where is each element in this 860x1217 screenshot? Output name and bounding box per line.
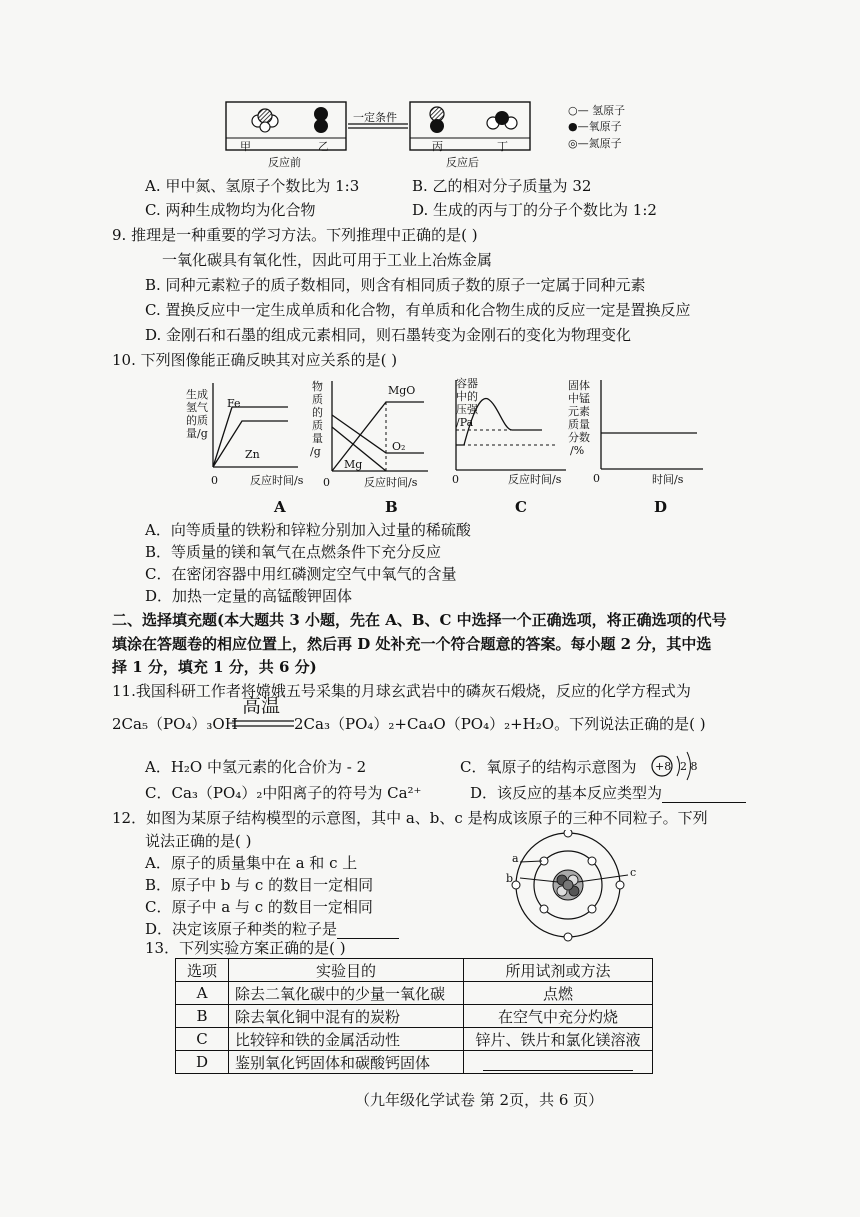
graph-a-fe-label: Fe — [227, 397, 241, 410]
section2-line1: 二、选择填充题(本大题共 3 小题，先在 A、B、C 中选择一个正确选项，将正确选项的代号 — [112, 611, 727, 629]
q8-option-c: C. 两种生成物均为化合物 — [145, 201, 316, 219]
yi-molecule-icon — [314, 107, 328, 133]
q12-stem-1: 12．如图为某原子结构模型的示意图，其中 a、b、c 是构成该原子的三种不同粒子。下列 — [112, 809, 708, 827]
header-option: 选项 — [176, 959, 229, 982]
graph-b-o2-line — [332, 415, 424, 453]
row-goal: 比较锌和铁的金属活动性 — [229, 1028, 464, 1051]
q10-option-d: D．加热一定量的高锰酸钾固体 — [145, 587, 353, 605]
graph-b-ylabel-4: 质 — [312, 419, 323, 432]
q12-answer-blank[interactable] — [337, 920, 399, 939]
table-row — [176, 1051, 653, 1074]
atom-label-b: b — [506, 872, 514, 885]
q13-stem: 13．下列实验方案正确的是( ) — [145, 939, 346, 957]
graph-b-xlabel: 反应时间/s — [364, 476, 418, 489]
graph-a-xlabel: 反应时间/s — [250, 474, 304, 487]
graph-c-ylabel-2: 中的 — [456, 390, 478, 403]
q11-lhs: 2Ca₅（PO₄）₃OH — [112, 715, 238, 733]
q10-stem: 10. 下列图像能正确反映其对应关系的是( ) — [112, 351, 398, 369]
graph-a-ylabel-1: 生成 — [186, 388, 208, 401]
row-goal: 除去氧化铜中混有的炭粉 — [229, 1005, 464, 1028]
q11-option-d — [470, 783, 746, 803]
graph-a-ylabel-3: 的质 — [186, 414, 208, 427]
oxygen-shell-label: 2 8 — [680, 760, 698, 773]
graph-d-ylabel-1: 固体 — [568, 379, 590, 392]
before-label: 反应前 — [268, 156, 301, 169]
q12-option-c: C．原子中 a 与 c 的数目一定相同 — [145, 898, 373, 916]
graph-b-ylabel-5: 量 — [312, 432, 323, 445]
legend-oxygen: ●—氧原子 — [568, 120, 622, 133]
graph-d-xlabel: 时间/s — [652, 473, 684, 486]
graph-b-ylabel-3: 的 — [312, 406, 323, 419]
graph-d-ylabel-5: 分数 — [568, 431, 590, 444]
graph-b-mg-label: Mg — [344, 458, 363, 471]
graph-d-ylabel-3: 元素 — [568, 405, 590, 418]
graph-d-ylabel-6: /% — [570, 444, 585, 457]
row-option: D — [176, 1051, 229, 1074]
arrow-condition-label: 一定条件 — [353, 111, 397, 124]
q12-stem-2: 说法正确的是( ) — [145, 832, 252, 850]
graph-a-origin: 0 — [211, 474, 218, 487]
q8-option-d: D. 生成的丙与丁的分子个数比为 1:2 — [412, 201, 657, 219]
oxygen-nucleus-label: +8 — [655, 760, 672, 773]
box-label-bing: 丙 — [432, 140, 443, 153]
header-method: 所用试剂或方法 — [464, 959, 653, 982]
q11-answer-blank[interactable] — [662, 784, 746, 803]
q8-option-a: A. 甲中氮、氢原子个数比为 1:3 — [145, 177, 360, 195]
graph-b-mgo-label: MgO — [388, 384, 416, 397]
q11-stem: 11.我国科研工作者将嫦娥五号采集的月球玄武岩中的磷灰石煅烧，反应的化学方程式为 — [112, 682, 691, 700]
graph-c-xlabel: 反应时间/s — [508, 473, 562, 486]
q13-answer-blank[interactable] — [483, 1054, 633, 1071]
graph-d — [595, 375, 705, 495]
box-label-ding: 丁 — [497, 140, 508, 153]
table-row — [176, 1005, 653, 1028]
graph-c-ylabel-4: /Pa — [456, 416, 474, 429]
graph-a-ylabel-2: 氢气 — [186, 401, 208, 414]
row-option: C — [176, 1028, 229, 1051]
page-footer: （九年级化学试卷 第 2页，共 6 页） — [355, 1091, 604, 1109]
atom-label-a: a — [512, 852, 519, 865]
q9-option-b: B. 同种元素粒子的质子数相同，则含有相同质子数的原子一定属于同种元素 — [145, 276, 646, 294]
q11-option-a: A．H₂O 中氢元素的化合价为 - 2 — [145, 758, 367, 776]
section2-line3: 择 1 分，填充 1 分，共 6 分) — [112, 658, 317, 676]
graph-d-letter: D — [654, 498, 668, 516]
bing-molecule-icon — [430, 107, 444, 133]
row-goal: 除去二氧化碳中的少量一氧化碳 — [229, 982, 464, 1005]
row-method: 在空气中充分灼烧 — [464, 1005, 653, 1028]
experiment-table — [175, 958, 653, 1074]
q9-option-a: 一氧化碳具有氧化性，因此可用于工业上冶炼金属 — [162, 251, 493, 269]
equals-sign — [232, 718, 294, 730]
section2-line2: 填涂在答题卷的相应位置上，然后再 D 处补充一个符合题意的答案。每小题 2 分，其中选 — [112, 635, 712, 653]
q12-option-b: B．原子中 b 与 c 的数目一定相同 — [145, 876, 374, 894]
q9-option-d: D. 金刚石和石墨的组成元素相同，则石墨转变为金刚石的变化为物理变化 — [145, 326, 632, 344]
box-label-jia: 甲 — [240, 140, 251, 153]
graph-b-origin: 0 — [323, 476, 330, 489]
graph-a-letter: A — [274, 498, 286, 516]
ding-molecule-icon — [487, 111, 517, 129]
q11-condition: 高温 — [242, 695, 281, 717]
graph-c-ylabel-3: 压强 — [456, 403, 478, 416]
table-row — [176, 1028, 653, 1051]
table-row — [176, 982, 653, 1005]
jia-molecule-icon — [252, 109, 278, 132]
q11-option-c2: C．Ca₃（PO₄）₂中阳离子的符号为 Ca²⁺ — [145, 784, 422, 802]
q9-option-c: C. 置换反应中一定生成单质和化合物，有单质和化合物生成的反应一定是置换反应 — [145, 301, 691, 319]
graph-b-letter: B — [385, 498, 398, 516]
atom-model-icon — [510, 830, 650, 950]
q10-option-a: A．向等质量的铁粉和锌粒分别加入过量的稀硫酸 — [145, 521, 471, 539]
graph-b-ylabel-6: /g — [310, 445, 321, 458]
row-goal: 鉴别氧化钙固体和碳酸钙固体 — [229, 1051, 464, 1074]
row-method: 锌片、铁片和氯化镁溶液 — [464, 1028, 653, 1051]
q9-stem: 9. 推理是一种重要的学习方法。下列推理中正确的是( ) — [112, 226, 478, 244]
graph-c-letter: C — [515, 498, 527, 516]
row-option: B — [176, 1005, 229, 1028]
graph-b-o2-label: O₂ — [392, 440, 406, 453]
graph-c-origin: 0 — [452, 473, 459, 486]
q8-option-b: B. 乙的相对分子质量为 32 — [412, 177, 592, 195]
table-header-row — [176, 959, 653, 982]
after-label: 反应后 — [446, 156, 479, 169]
q11-rhs: 2Ca₃（PO₄）₂+Ca₄O（PO₄）₂+H₂O。下列说法正确的是( ) — [294, 715, 706, 733]
legend-nitrogen: ◎—氮原子 — [568, 137, 622, 150]
atom-label-c: c — [630, 866, 637, 879]
graph-b-ylabel-1: 物 — [312, 380, 323, 393]
graph-c-ylabel-1: 容器 — [456, 377, 478, 390]
graph-b-ylabel-2: 质 — [312, 393, 323, 406]
q10-option-c: C．在密闭容器中用红磷测定空气中氧气的含量 — [145, 565, 457, 583]
q10-option-b: B．等质量的镁和氧气在点燃条件下充分反应 — [145, 543, 442, 561]
graph-a-zn-label: Zn — [245, 448, 260, 461]
q12-option-a: A．原子的质量集中在 a 和 c 上 — [145, 854, 358, 872]
q12-option-d — [145, 919, 399, 939]
row-method-blank-cell — [464, 1051, 653, 1074]
row-option: A — [176, 982, 229, 1005]
graph-d-origin: 0 — [593, 472, 600, 485]
row-method: 点燃 — [464, 982, 653, 1005]
q11-option-c: C．氧原子的结构示意图为 — [460, 758, 637, 776]
graph-a-ylabel-4: 量/g — [186, 427, 208, 440]
box-label-yi: 乙 — [318, 140, 329, 153]
legend-hydrogen: ○— 氢原子 — [568, 104, 626, 117]
q11-option-d-text: D．该反应的基本反应类型为 — [470, 784, 663, 802]
graph-d-ylabel-2: 中锰 — [568, 392, 590, 405]
q12-option-d-text: D．决定该原子种类的粒子是 — [145, 920, 338, 938]
header-goal: 实验目的 — [229, 959, 464, 982]
graph-d-ylabel-4: 质量 — [568, 418, 590, 431]
